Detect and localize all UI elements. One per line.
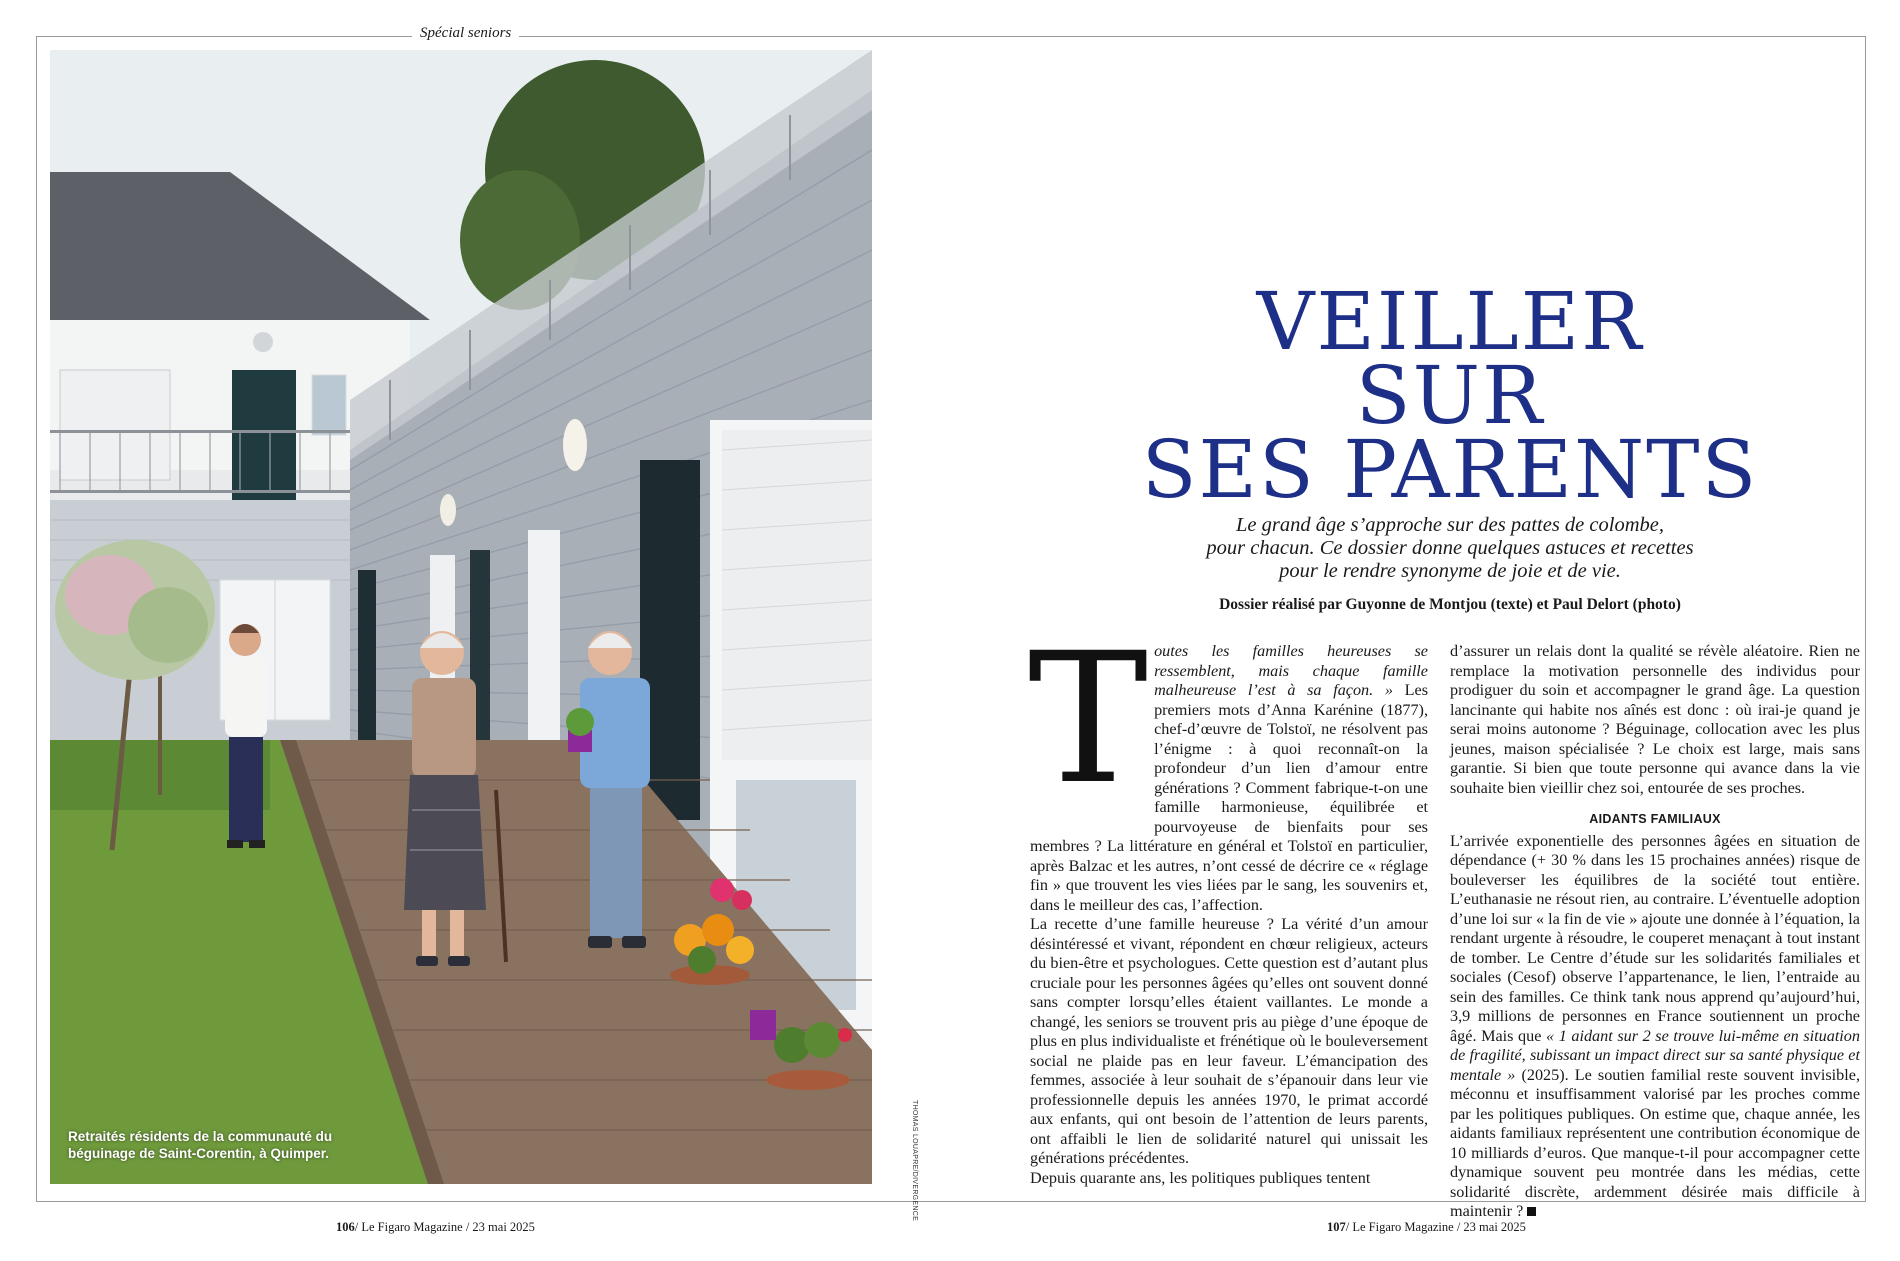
photo-credit: THOMAS LOUAPRE/DIVERGENCE [911, 1100, 918, 1222]
page-number: 106 [336, 1220, 355, 1234]
lead-quote: outes les familles heureuses se ressemblent, mais chaque famille malheureuse l’est à sa façon. » [1154, 642, 1428, 699]
feature-photo [50, 50, 872, 1184]
section-tag: Spécial seniors [412, 25, 519, 42]
standfirst [1070, 514, 1830, 583]
body-paragraph: La recette d’une famille heureuse ? La vérité d’un amour désintéressé et vivant, répondent en chœur religieux, acteurs du bien-être et psychologues. Cette question est d’autant plus cruciale pour les personnes âgées qu’elles ont souvent donné sans compter lorsqu’elles étaient vaillantes. Le monde a changé, les seniors se trouvent pris au piège d’une époque de plus en plus individualiste et frénétique où le bouleversement social ne plaide pas en leur faveur. L’émancipation des femmes, associée à leur souhait de s’épanouir dans leur vie professionnelle depuis les années 1970, le primat accordé aux enfants, qui ont besoin de l’attention de leurs parents, ont affaibli le lien de solidarité naturel qui unissait les générations précédentes. [1030, 915, 1428, 1167]
standfirst-line: pour chacun. Ce dossier donne quelques astuces et recettes [1206, 537, 1694, 559]
body-paragraph: Depuis quarante ans, les politiques publiques tentent [1030, 1168, 1371, 1187]
folio-text: / Le Figaro Magazine / 23 mai 2025 [354, 1220, 535, 1234]
folio-text: / Le Figaro Magazine / 23 mai 2025 [1345, 1220, 1526, 1234]
subheading: AIDANTS FAMILIAUX [1589, 812, 1721, 826]
body-column-2 [1450, 810, 1860, 1222]
standfirst-line: Le grand âge s’approche sur des pattes de colombe, [1236, 514, 1664, 536]
body-column-2-top [1450, 642, 1860, 798]
page-number: 107 [1327, 1220, 1346, 1234]
paragraph-text: L’arrivée exponentielle des personnes âgées en situation de dépendance (+ 30 % dans les 15 prochaines années) risque de bouleverser les équilibres de la société tout entière. L’euthanasie ne résout rien, au contraire. L’éventuelle adoption d’une loi sur « la fin de vie » ajoute une donnée à l’équation, la rendant urgente à résoudre, le couperet menaçant à tout instant de tomber. Le Centre d’étude sur les solidarités familiales et sociales (Cesof) observe l’appartenance, le lien, l’entraide au sein des familles. Ce think tank nous apprend qu’aujourd’hui, 3,9 millions de personnes en France soutiennent un proche âgé. Mais que [1450, 831, 1860, 1045]
photo-caption: Retraités résidents de la communauté du béguinage de Saint-Corentin, à Quimper. [68, 1129, 333, 1161]
body-paragraph [1450, 832, 1860, 1222]
drop-cap: T [1028, 615, 1149, 824]
body-paragraph: d’assurer un relais dont la qualité se révèle aléatoire. Rien ne remplace la motivation personnelle des individus pour prodiguer du soin et accompagner le grand âge. La question lancinante qui habite nos aînés est donc : où irai-je quand je serai moins autonome ? Béguinage, collocation avec les plus jeunes, maison spécialisée ? Le choix est large, mais sans garantie. Si bien que toute personne qui avance dans la vie souhaite bien vieillir chez soi, entourée de ses proches. [1450, 642, 1860, 797]
inline-quote: « 1 aidant sur 2 se trouve lui-même en situation de fragilité, subissant un impact direct sur sa santé physique et mentale » [1450, 1026, 1860, 1084]
photo-illustration [50, 50, 872, 1184]
title-line: SES PARENTS [1141, 423, 1759, 516]
paragraph-text: Les premiers mots d’Anna Karénine (1877), chef-d’œuvre de Tolstoï, ne résolvent pas l’énigme : à quoi reconnaît-on la profondeur d’un lien d’amour entre générations ? Comment fabrique-t-on une famille harmonieuse, équilibrée et pourvoyeuse de bienfaits pour ses membres ? La littérature en général et Tolstoï en particulier, après Balzac et les autres, n’ont cessé de décrire ce « réglage fin » que trouvent les vies liées par le sang, les souvenirs et, dans le meilleur des cas, l’affection. [1030, 681, 1429, 914]
end-mark-icon [1527, 1207, 1536, 1216]
title-line: VEILLER [1256, 275, 1644, 368]
folio-right [1327, 1220, 1526, 1235]
standfirst-line: pour le rendre synonyme de joie et de vie. [1279, 560, 1621, 582]
title-line: SUR [1355, 349, 1545, 442]
byline: Dossier réalisé par Guyonne de Montjou (texte) et Paul Delort (photo) [1219, 596, 1681, 613]
body-column-1 [1028, 615, 1429, 1188]
paragraph-text: (2025). Le soutien familial reste souvent invisible, méconnu et insuffisamment valorisé par les proches comme par les politiques publiques. On estime que, chaque année, les aidants familiaux représentent une contribution économique de 10 milliards d’euros. Que manque-t-il pour accompagner cette dynamique souvent peu montrée dans les médias, cette solidarité discrète, ardemment désirée mais difficile à maintenir ? [1450, 1065, 1860, 1220]
article-title [1010, 275, 1890, 516]
folio-left [336, 1220, 535, 1235]
